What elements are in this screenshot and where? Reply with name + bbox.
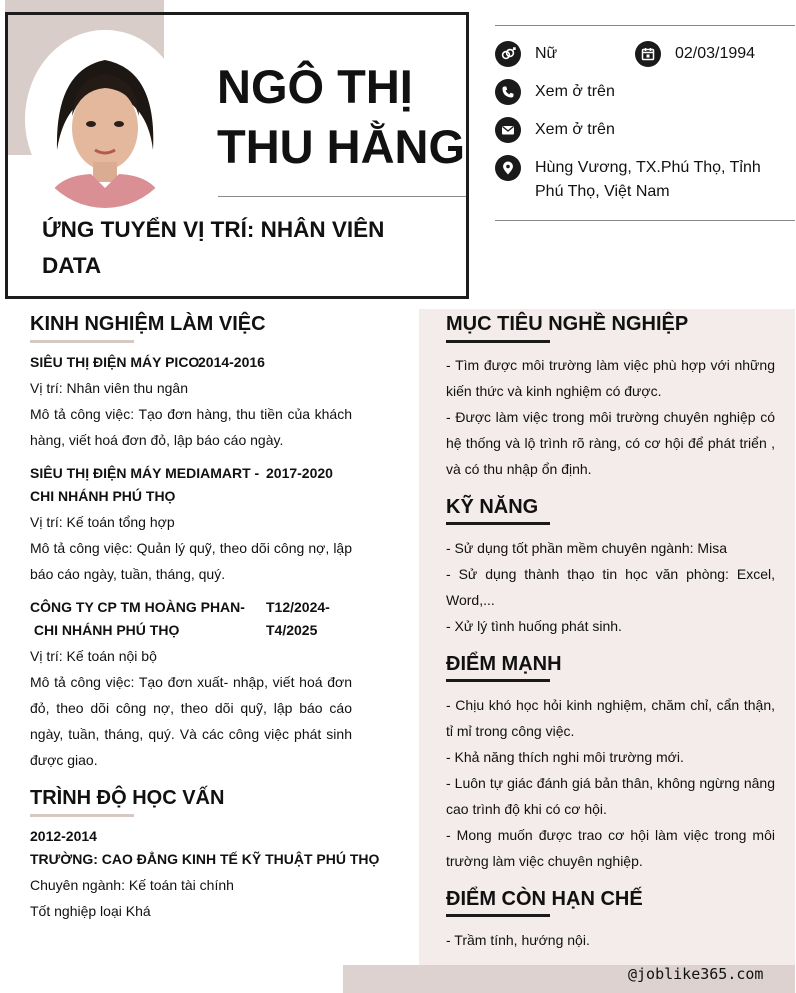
job-3-company-line2: CHI NHÁNH PHÚ THỌ <box>30 622 180 638</box>
education-school: TRƯỜNG: CAO ĐẲNG KINH TẾ KỸ THUẬT PHÚ THỌ <box>30 851 380 867</box>
job-3-period-line1: T12/2024- <box>266 599 330 615</box>
job-1-role: Vị trí: Nhân viên thu ngân <box>30 380 188 396</box>
job-2-company-line1: SIÊU THỊ ĐIỆN MÁY MEDIAMART - <box>30 465 260 481</box>
skill-item: - Xử lý tình huống phát sinh. <box>446 618 622 634</box>
job-2-company-line2: CHI NHÁNH PHÚ THỌ <box>30 488 176 504</box>
divider <box>495 220 795 221</box>
objective-title: MỤC TIÊU NGHỀ NGHIỆP <box>446 313 689 335</box>
objective-item: - Được làm việc trong môi trường chuyên nghiệp có hệ thống và lộ trình rõ ràng, có cơ hội để phát triển , và có thu nhập ổn định. <box>446 409 775 477</box>
job-3-period-line2: T4/2025 <box>266 622 318 638</box>
education-period: 2012-2014 <box>30 828 97 844</box>
job-3-description: Mô tả công việc: Tạo đơn xuất- nhập, viết hoá đơn đỏ, theo dõi công nợ, theo dõi quỹ, lập báo cáo ngày, tuần, tháng, quý. Và các công việc phát sinh được giao. <box>30 674 352 768</box>
education-grade: Tốt nghiệp loại Khá <box>30 903 151 919</box>
section-underline <box>446 679 550 682</box>
strength-item: - Mong muốn được trao cơ hội làm việc trong môi trường làm việc chuyên nghiệp. <box>446 827 775 869</box>
job-3-role: Vị trí: Kế toán nội bộ <box>30 648 157 664</box>
experience-title: KINH NGHIỆM LÀM VIỆC <box>30 313 266 335</box>
section-underline <box>30 814 134 817</box>
birthdate-text: 02/03/1994 <box>675 45 756 62</box>
strength-item: - Khả năng thích nghi môi trường mới. <box>446 749 684 765</box>
skill-item: - Sử dụng tốt phần mềm chuyên ngành: Misa <box>446 540 727 556</box>
avatar-photo <box>35 30 175 208</box>
education-title: TRÌNH ĐỘ HỌC VẤN <box>30 787 225 809</box>
phone-icon <box>495 79 521 105</box>
email-icon <box>495 117 521 143</box>
education-major: Chuyên ngành: Kế toán tài chính <box>30 877 234 893</box>
skill-item: - Sử dụng thành thạo tin học văn phòng: Excel, Word,... <box>446 566 775 608</box>
avatar <box>25 30 185 208</box>
section-underline <box>446 914 550 917</box>
divider <box>218 196 466 197</box>
address-text: Hùng Vương, TX.Phú Thọ, Tỉnh Phú Thọ, Việt Nam <box>535 159 761 200</box>
gender-text: Nữ <box>535 45 558 62</box>
job-1-period: 2014-2016 <box>198 354 265 370</box>
job-2-description: Mô tả công việc: Quản lý quỹ, theo dõi công nợ, lập báo cáo ngày, tuần, tháng, quý. <box>30 540 352 582</box>
strength-item: - Chịu khó học hỏi kinh nghiệm, chăm chỉ, cẩn thận, tỉ mỉ trong công việc. <box>446 697 775 739</box>
job-1-company: SIÊU THỊ ĐIỆN MÁY PICO <box>30 354 200 370</box>
job-3-company-line1: CÔNG TY CP TM HOÀNG PHAN- <box>30 599 245 615</box>
job-1-description: Mô tả công việc: Tạo đơn hàng, thu tiền của khách hàng, viết hoá đơn đỏ, lập báo cáo ngày. <box>30 406 352 448</box>
weaknesses-title: ĐIỂM CÒN HẠN CHẾ <box>446 888 643 910</box>
section-underline <box>446 522 550 525</box>
name-line-2: THU HẰNG <box>217 120 466 173</box>
section-underline <box>30 340 134 343</box>
applied-position: ỨNG TUYỂN VỊ TRÍ: NHÂN VIÊN DATA <box>42 217 385 278</box>
objective-item: - Tìm được môi trường làm việc phù hợp với những kiến thức và kinh nghiệm có được. <box>446 357 775 399</box>
job-2-period: 2017-2020 <box>266 465 333 481</box>
section-underline <box>446 340 550 343</box>
name-line-1: NGÔ THỊ <box>217 60 413 113</box>
gender-icon <box>495 41 521 67</box>
calendar-icon <box>635 41 661 67</box>
strength-item: - Luôn tự giác đánh giá bản thân, không ngừng nâng cao trình độ khi có cơ hội. <box>446 775 775 817</box>
weakness-item: - Trầm tính, hướng nội. <box>446 932 590 948</box>
phone-text: Xem ở trên <box>535 83 615 100</box>
watermark: @joblike365.com <box>628 965 764 983</box>
location-icon <box>495 155 521 181</box>
full-name <box>217 57 467 177</box>
email-text: Xem ở trên <box>535 121 615 138</box>
divider <box>495 25 795 26</box>
strengths-title: ĐIỂM MẠNH <box>446 653 562 675</box>
job-2-role: Vị trí: Kế toán tổng hợp <box>30 514 175 530</box>
skills-title: KỸ NĂNG <box>446 496 539 518</box>
